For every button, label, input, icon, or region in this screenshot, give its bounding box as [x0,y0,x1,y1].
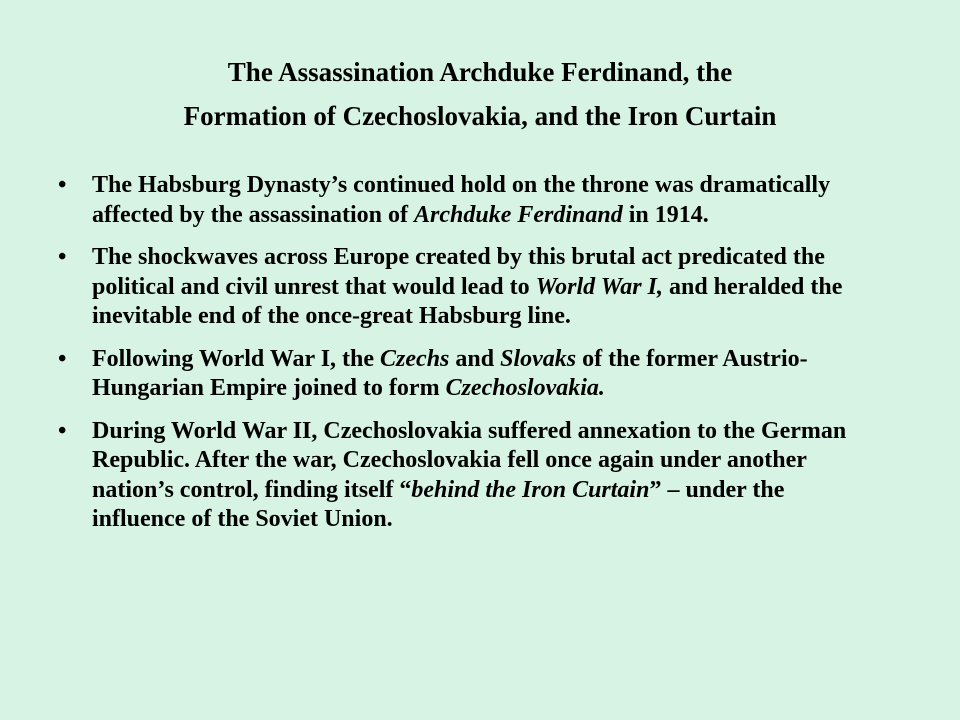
slide-title [40,50,920,138]
bullet-text-segment: and [449,345,501,372]
bullet-list [58,171,878,548]
slide-title-line-2: Formation of Czechoslovakia, and the Iron Curtain [183,101,777,131]
bullet-icon: • [58,244,67,270]
bullet-text-segment: and heralded the inevitable end of the once-great Habsburg line. [92,273,843,329]
bullet-text-segment: During World War II, Czechoslovakia suffered annexation to the German Republic. After the war, Czechoslovakia fell once again under another nation’s control, finding itself “ [92,417,847,503]
bullet-text-italic-segment: Slovaks [500,345,577,372]
bullet-text-segment: The Habsburg Dynasty’s continued hold on the throne was dramatically affected by the assassination of [92,172,831,228]
bullet-text-segment: The shockwaves across Europe created by this brutal act predicated the political and civil unrest that would lead to [92,244,825,300]
slide-title-line-1: The Assassination Archduke Ferdinand, the [227,57,733,87]
bullet-text-italic-segment: World War I, [535,273,663,300]
bullet-text-italic-segment: Czechoslovakia. [445,375,605,401]
bullet-item [58,417,878,535]
bullet-text-italic-segment: Czechs [380,345,450,372]
bullet-text-italic-segment: behind the Iron Curtain [411,476,650,503]
bullet-text-segment: ” – under the influence of the Soviet Union. [92,476,785,532]
bullet-text-segment: Following World War I, the [92,345,381,372]
bullet-text-segment: of the former Austrio-Hungarian Empire joined to form [92,345,808,401]
bullet-text-segment: in 1914. [622,201,709,228]
bullet-item [58,345,878,404]
bullet-item [58,243,878,332]
bullet-icon: • [58,345,67,372]
bullet-icon: • [58,417,67,444]
bullet-icon: • [58,172,67,198]
bullet-text-italic-segment: Archduke Ferdinand [414,201,623,228]
bullet-item [58,171,878,230]
